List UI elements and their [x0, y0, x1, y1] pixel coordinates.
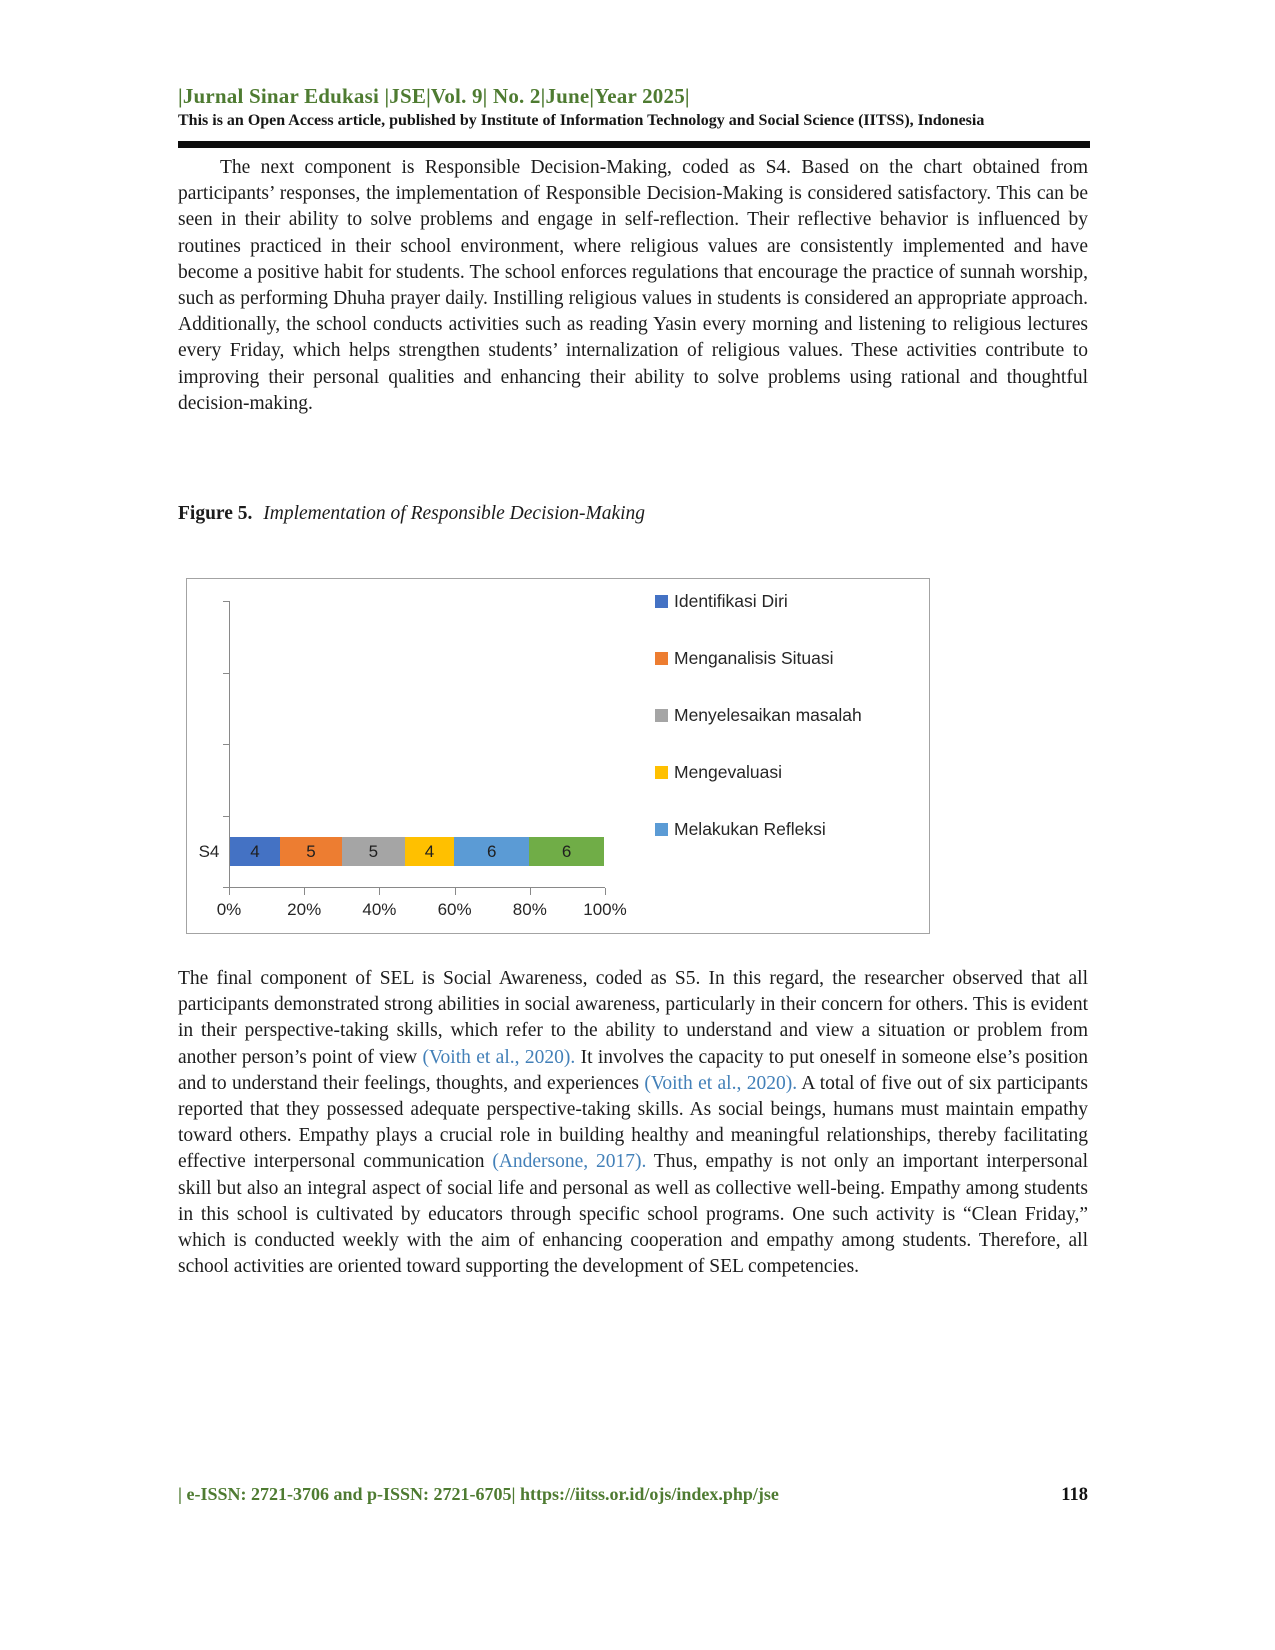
journal-title-line: |Jurnal Sinar Edukasi |JSE|Vol. 9| No. 2|June|Year 2025|: [178, 84, 690, 108]
x-axis-tick-label: 80%: [512, 900, 547, 919]
figure5-chart: [186, 578, 930, 934]
legend-item: [655, 648, 862, 669]
citation-link[interactable]: (Andersone, 2017).: [492, 1151, 647, 1173]
citation-link[interactable]: (Voith et al., 2020).: [644, 1072, 798, 1094]
legend-item: [655, 762, 862, 783]
bar-segment-value-label: 4: [424, 841, 435, 861]
y-axis-tick: [223, 744, 229, 745]
paragraph-text: Thus, empathy is not only an important interpersonal skill but also an integral aspect of social life and personal as well as collective well-being. Empathy among students in this school is cultivated by educators through specific school programs. One such activity is “Clean Friday,” which is conducted weekly with the aim of enhancing cooperation and empathy among students. Therefore, all school activities are oriented toward supporting the development of SEL competencies.: [178, 1151, 1088, 1278]
bar-segment: [454, 837, 529, 866]
y-axis-tick: [223, 816, 229, 817]
x-axis-tick-label: 40%: [362, 900, 397, 919]
figure-caption-label: Figure 5.: [178, 503, 253, 524]
issn-line[interactable]: | e-ISSN: 2721-3706 and p-ISSN: 2721-6705| https://iitss.or.id/ojs/index.php/jse: [178, 1484, 779, 1504]
bar-segment-value-label: 6: [561, 841, 572, 861]
paragraph-social-awareness: [178, 966, 1088, 1280]
chart-legend: [655, 591, 862, 840]
x-axis-tick: [304, 888, 305, 895]
x-axis-tick-label: 20%: [287, 900, 322, 919]
paragraph-text: A total of five out of six participants reported that they possessed adequate perspective-taking skills. As social beings, humans must maintain empathy toward others. Empathy plays a crucial role in building healthy and meaningful relationships, thereby facilitating effective interpersonal communication: [178, 1072, 1088, 1173]
legend-item: [655, 819, 862, 840]
page-header: [178, 84, 1090, 148]
x-axis-tick: [605, 888, 606, 895]
bar-segment: [280, 837, 342, 866]
citation-link[interactable]: (Voith et al., 2020).: [422, 1046, 576, 1068]
bar-segment: [342, 837, 404, 866]
x-axis-tick: [530, 888, 531, 895]
x-axis-tick-label: 100%: [583, 900, 627, 919]
stacked-bar: [230, 837, 604, 866]
bar-segment-value-label: 6: [487, 841, 497, 861]
legend-swatch-icon: [655, 709, 668, 722]
bar-segment: [230, 837, 280, 866]
open-access-line: This is an Open Access article, published by Institute of Information Technology and Social Science (IITSS), Indonesia: [178, 112, 985, 129]
bar-segment: [405, 837, 455, 866]
legend-label: Mengevaluasi: [674, 762, 782, 782]
x-axis-tick-label: 0%: [216, 900, 242, 919]
x-axis-tick-label: 60%: [437, 900, 472, 919]
bar-segment-value-label: 5: [368, 841, 379, 861]
category-label: S4: [198, 842, 220, 861]
y-axis-tick: [223, 601, 229, 602]
x-axis-tick: [229, 888, 230, 895]
legend-swatch-icon: [655, 595, 668, 608]
legend-label: Menyelesaikan masalah: [674, 705, 862, 725]
y-axis-tick: [223, 673, 229, 674]
legend-label: Identifikasi Diri: [674, 591, 788, 611]
header-rule: [178, 141, 1090, 148]
bar-segment-value-label: 4: [250, 841, 260, 861]
figure-caption-title: Implementation of Responsible Decision-Making: [263, 503, 646, 524]
paragraph-responsible-decision-making: The next component is Responsible Decision-Making, coded as S4. Based on the chart obtained from participants’ responses, the implementation of Responsible Decision-Making is considered satisfactory. This can be seen in their ability to solve problems and engage in self-reflection. Their reflective behavior is influenced by routines practiced in their school environment, where religious values are consistently implemented and have become a positive habit for students. The school enforces regulations that encourage the practice of sunnah worship, such as performing Dhuha prayer daily. Instilling religious values in students is considered an appropriate approach. Additionally, the school conducts activities such as reading Yasin every morning and listening to religious lectures every Friday, which helps strengthen students’ internalization of religious values. These activities contribute to improving their personal qualities and enhancing their ability to solve problems using rational and thoughtful decision-making.: [178, 157, 1088, 414]
bar-segment: [529, 837, 604, 866]
legend-label: Menganalisis Situasi: [674, 648, 834, 668]
figure-caption: [178, 503, 645, 525]
legend-item: [655, 705, 862, 726]
x-axis-tick: [455, 888, 456, 895]
x-axis-tick: [379, 888, 380, 895]
page-number: 118: [1061, 1485, 1088, 1505]
legend-item: [655, 591, 862, 612]
legend-swatch-icon: [655, 766, 668, 779]
page-footer: [178, 1484, 1088, 1506]
x-axis: [216, 887, 627, 919]
paragraph-text: The final component of SEL is Social Awareness, coded as S5. In this regard, the researcher observed that all participants demonstrated strong abilities in social awareness, particularly in their concern for others. This is evident in their perspective-taking skills, which refer to the ability to understand and view a situation or problem from another person’s point of view: [178, 968, 1088, 1068]
bar-segment-value-label: 5: [306, 841, 316, 861]
legend-label: Melakukan Refleksi: [674, 819, 826, 839]
legend-swatch-icon: [655, 823, 668, 836]
paragraph-text: It involves the capacity to put oneself in someone else’s position and to understand their feelings, thoughts, and experiences: [178, 1046, 1088, 1094]
legend-swatch-icon: [655, 652, 668, 665]
